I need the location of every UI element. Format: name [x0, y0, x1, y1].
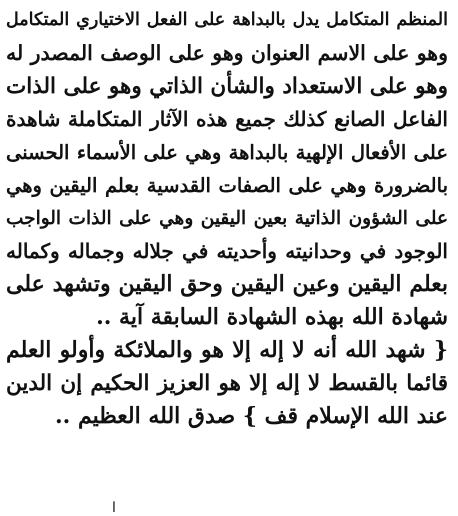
- text-line-4: الفاعل الصانع كذلك جميع هذه الآثار المتكاملة شاهدة: [6, 107, 448, 131]
- text-line-8: الوجود في وحدانيته وأحديته في جلاله وجماله وكماله: [6, 239, 448, 263]
- text-line-6: بالضرورة وهي على الصفات القدسية بعلم اليقين وهي: [6, 174, 448, 197]
- stray-ink-mark: ا: [112, 500, 116, 516]
- quran-verse-line-2: قائما بالقسط لا إله إلا هو العزيز الحكيم إن الدين: [6, 371, 448, 396]
- arabic-text-block: [6, 4, 448, 433]
- quran-verse-line-3: عند الله الإسلام قف } صدق الله العظيم ..: [54, 403, 448, 429]
- text-line-3: وهو على الاستعداد والشأن الذاتي وهو على الذات: [6, 74, 448, 99]
- text-line-9: بعلم اليقين وعين اليقين وحق اليقين وتشهد على: [6, 271, 448, 297]
- quran-verse-line-1: { شهد الله أنه لا إله إلا هو والملائكة وأولو العلم: [6, 337, 448, 363]
- text-line-2: وهو على الاسم العنوان وهو على الوصف المصدر له: [6, 41, 448, 65]
- text-line-5: على الأفعال الإلهية بالبداهة وهي على الأسماء الحسنى: [6, 141, 448, 164]
- text-line-7: على الشؤون الذاتية بعين اليقين وهي على الذات الواجب: [6, 208, 448, 229]
- text-line-10: شهادة الله بهذه الشهادة السابقة آية ..: [96, 304, 448, 330]
- text-line-1: المنظم المتكامل يدل بالبداهة على الفعل الاختياري المتكامل: [6, 10, 448, 30]
